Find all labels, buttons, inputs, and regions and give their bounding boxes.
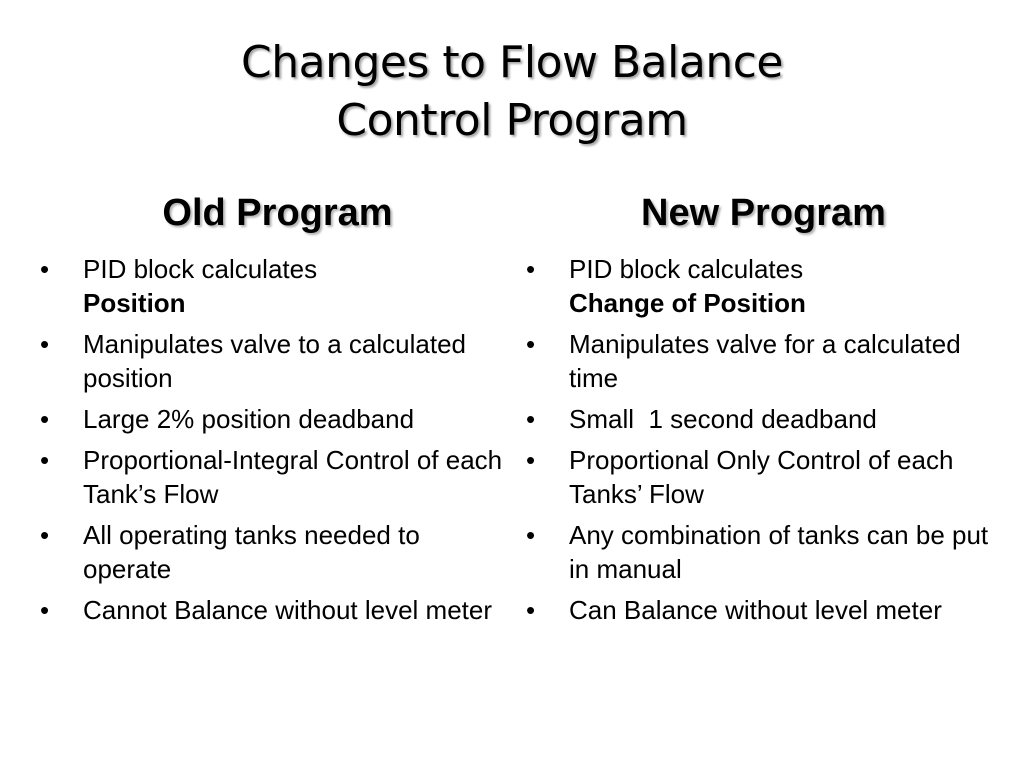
list-item-text: All operating tanks needed to operate [83,520,420,584]
list-item [526,593,996,627]
bullet-icon: • [40,329,50,359]
list-item [40,518,510,586]
list-item-text: Large 2% position deadband [83,404,415,434]
list-item [526,402,996,436]
list-item [40,252,510,320]
title-line-2: Control Program [336,95,688,146]
bullet-icon: • [526,404,536,434]
list-item-text: PID block calculates [83,254,318,284]
list-item [526,518,996,586]
list-item-text: Cannot Balance without level meter [83,595,493,625]
list-item [40,593,510,627]
new-program-list [526,252,996,627]
list-item-text: Proportional Only Control of each Tanks’ Flow [569,445,954,509]
bullet-icon: • [526,595,536,625]
bullet-icon: • [40,445,50,475]
bullet-icon: • [526,329,536,359]
bullet-icon: • [526,254,536,284]
list-item [40,443,510,511]
slide-title [0,34,1024,150]
new-program-column [526,186,996,634]
bullet-icon: • [40,520,50,550]
list-item-bold-text: Change of Position [569,288,806,318]
bullet-icon: • [526,520,536,550]
list-item-text: Manipulates valve for a calculated time [569,329,961,393]
list-item [526,252,996,320]
list-item-bold-text: Position [83,288,186,318]
list-item [40,327,510,395]
list-item [526,443,996,511]
old-program-list [40,252,510,627]
bullet-icon: • [40,595,50,625]
title-line-1: Changes to Flow Balance [241,37,783,88]
list-item-text: Small 1 second deadband [569,404,877,434]
list-item-text: Any combination of tanks can be put in manual [569,520,989,584]
old-program-heading: Old Program [162,192,393,234]
list-item [526,327,996,395]
bullet-icon: • [526,445,536,475]
list-item [40,402,510,436]
list-item-text: Can Balance without level meter [569,595,942,625]
new-program-heading: New Program [641,192,886,234]
list-item-text: Proportional-Integral Control of each Tank’s Flow [83,445,503,509]
list-item-text: Manipulates valve to a calculated position [83,329,467,393]
bullet-icon: • [40,404,50,434]
bullet-icon: • [40,254,50,284]
old-program-column [40,186,510,634]
list-item-text: PID block calculates [569,254,804,284]
